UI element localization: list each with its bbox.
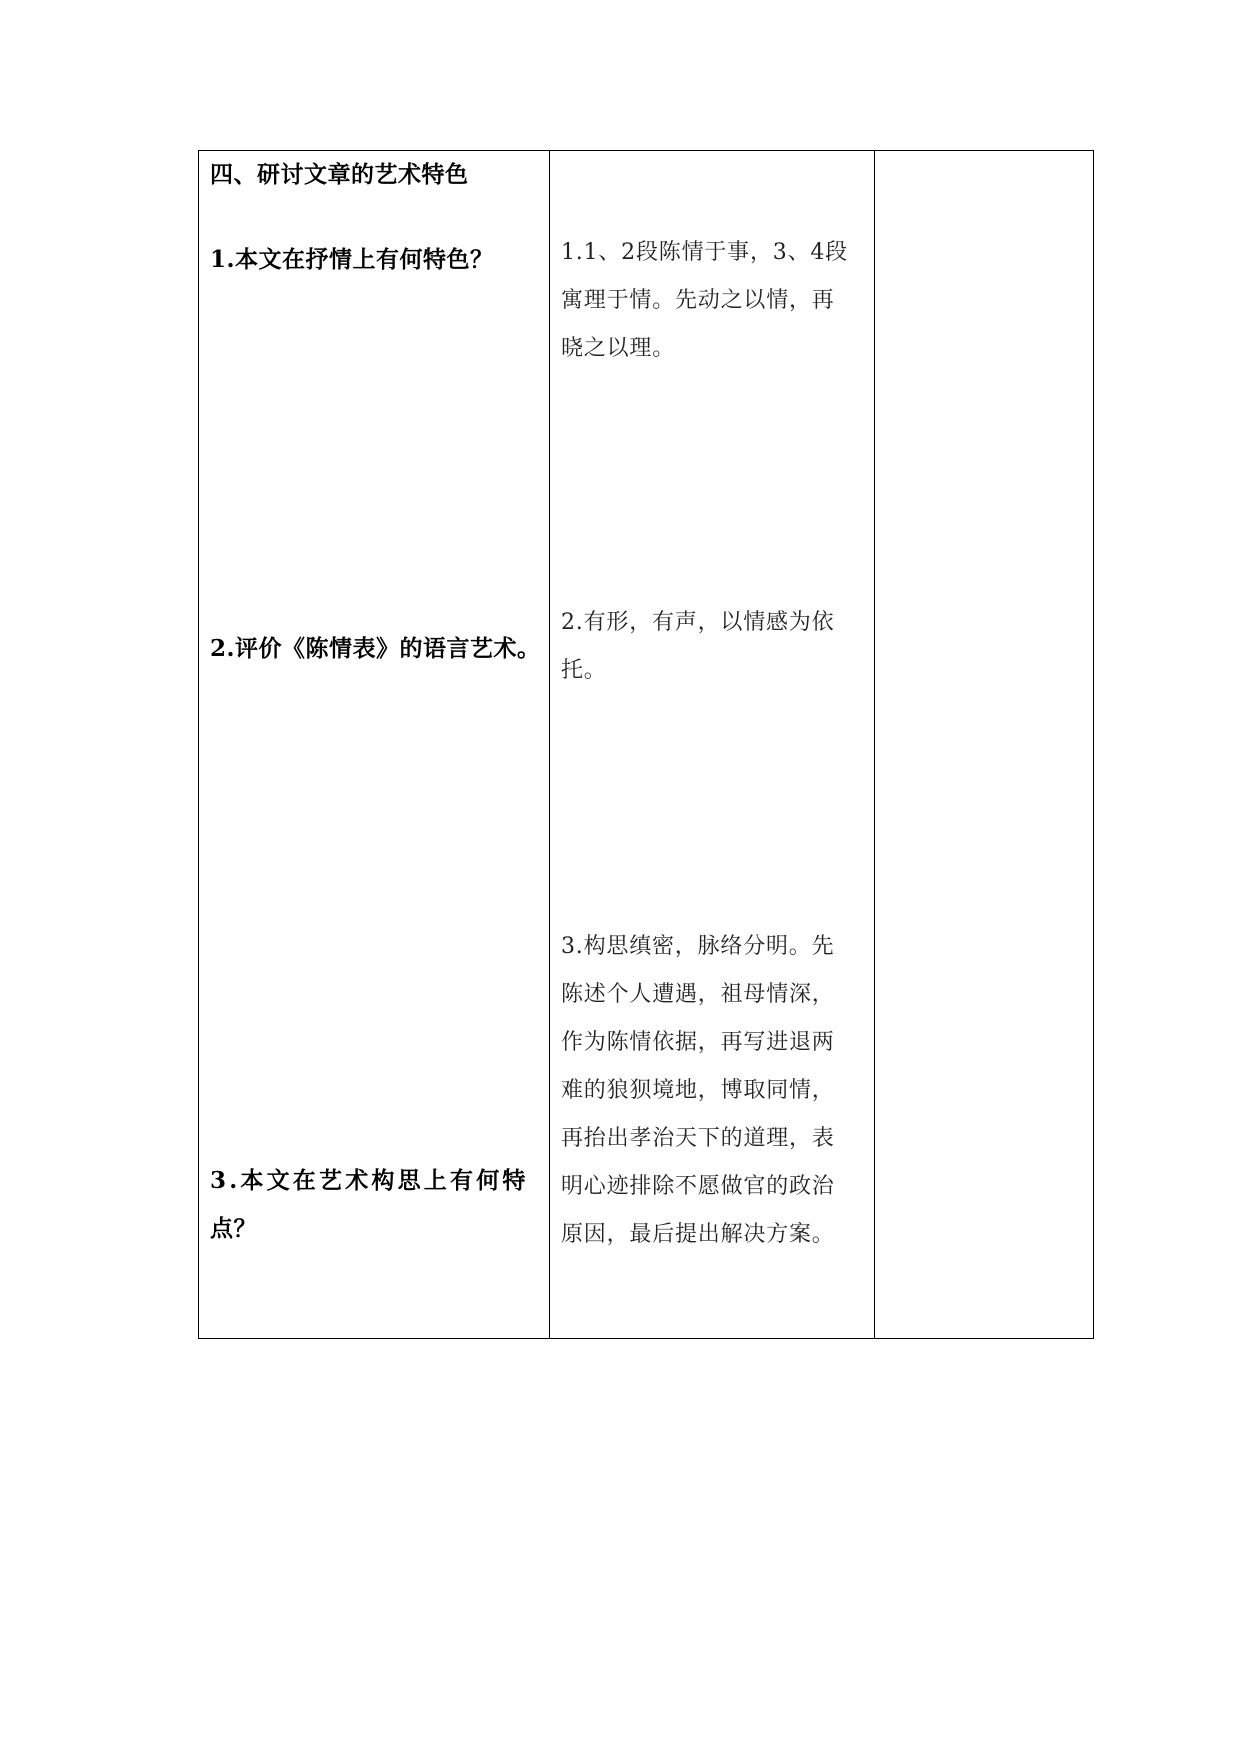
question-1: 1.本文在抒情上有何特色？ — [210, 246, 494, 273]
question-2: 2.评价《陈情表》的语言艺术。 — [210, 635, 541, 662]
notes-column — [875, 151, 1093, 1338]
answer-2: 2.有形，有声，以情感为依 托。 — [561, 610, 835, 683]
lesson-table — [198, 150, 1094, 1339]
column-divider-left — [549, 151, 550, 1338]
answer-3: 3.构思缜密，脉络分明。先 陈述个人遭遇，祖母情深， 作为陈情依据，再写进退两 难的狼狈境地，博取同情， 再抬出孝治天下的道理，表 明心迹排除不愿做官的政治 原因，最后提出解决方案。 — [561, 934, 835, 1247]
question-3: 3.本文在艺术构思上有何特 点？ — [210, 1167, 529, 1242]
answer-1: 1.1、2段陈情于事，3、4段 寓理于情。先动之以情，再 晓之以理。 — [561, 240, 848, 361]
section-heading: 四、研讨文章的艺术特色 — [210, 161, 469, 188]
